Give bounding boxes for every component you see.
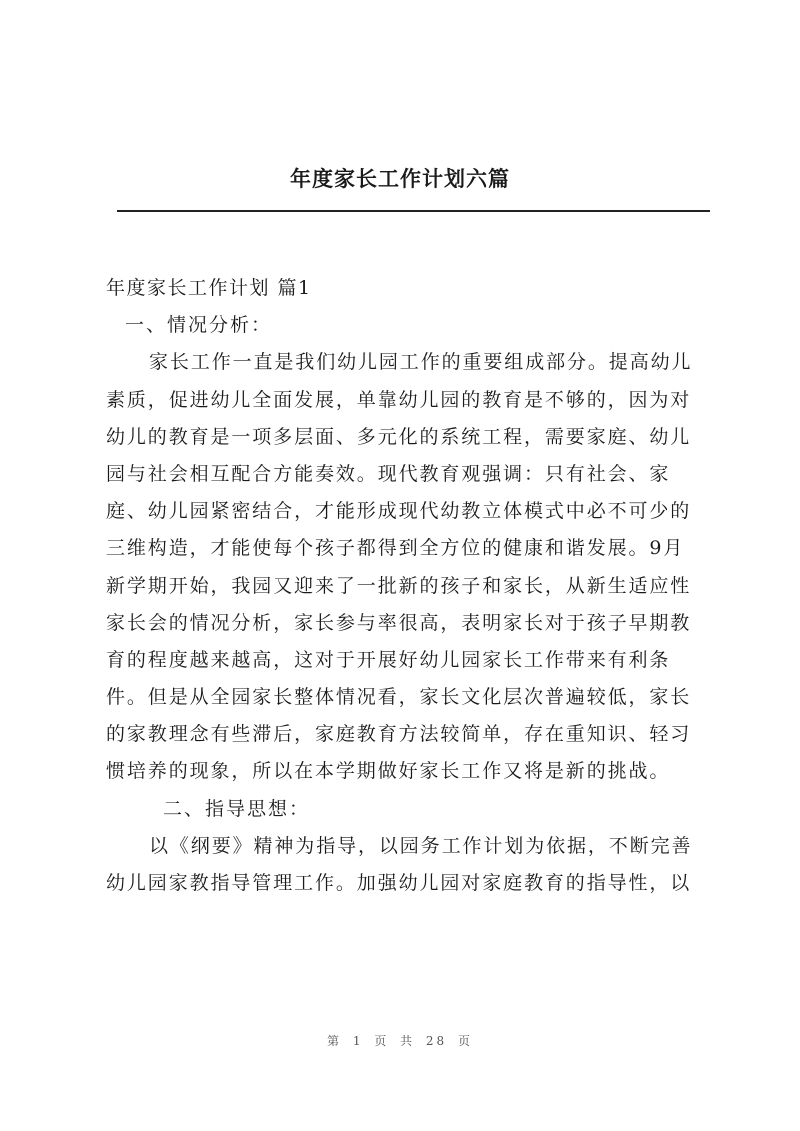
section-heading-situation: 一、情况分析： (125, 314, 273, 337)
paragraph-line: 以《纲要》精神为指导，以园务工作计划为依据，不断完善 (149, 834, 693, 857)
section-heading-guidance: 二、指导思想： (163, 797, 311, 820)
paragraph-line: 的家教理念有些滞后，家庭教育方法较简单，存在重知识、轻习 (106, 723, 692, 746)
paragraph-line: 三维构造，才能使每个孩子都得到全方位的健康和谐发展。9月 (106, 537, 685, 560)
paragraph-line: 幼儿园家教指导管理工作。加强幼儿园对家庭教育的指导性，以 (106, 872, 692, 894)
article-heading: 年度家长工作计划 篇1 (106, 277, 312, 299)
paragraph-line: 件。但是从全园家长整体情况看，家长文化层次普遍较低，家长 (106, 686, 692, 709)
page-footer: 第 1 页 共 28 页 (327, 1034, 473, 1048)
paragraph-line: 惯培养的现象，所以在本学期做好家长工作又将是新的挑战。 (106, 760, 671, 783)
paragraph-line: 新学期开始，我园又迎来了一批新的孩子和家长，从新生适应性 (106, 574, 692, 597)
paragraph-line: 庭、幼儿园紧密结合，才能形成现代幼教立体模式中必不可少的 (106, 500, 692, 523)
paragraph-line: 家长工作一直是我们幼儿园工作的重要组成部分。提高幼儿 (149, 351, 693, 374)
paragraph-line: 育的程度越来越高，这对于开展好幼儿园家长工作带来有利条 (106, 648, 671, 671)
paragraph-line: 素质，促进幼儿全面发展，单靠幼儿园的教育是不够的，因为对 (106, 388, 692, 411)
document-title: 年度家长工作计划六篇 (290, 167, 510, 191)
paragraph-line: 幼儿的教育是一项多层面、多元化的系统工程，需要家庭、幼儿 (106, 425, 692, 448)
document-body (106, 270, 710, 902)
title-divider (117, 210, 710, 212)
paragraph-line: 家长会的情况分析，家长参与率很高，表明家长对于孩子早期教 (106, 611, 692, 634)
paragraph-line: 园与社会相互配合方能奏效。现代教育观强调：只有社会、家 (106, 462, 671, 485)
